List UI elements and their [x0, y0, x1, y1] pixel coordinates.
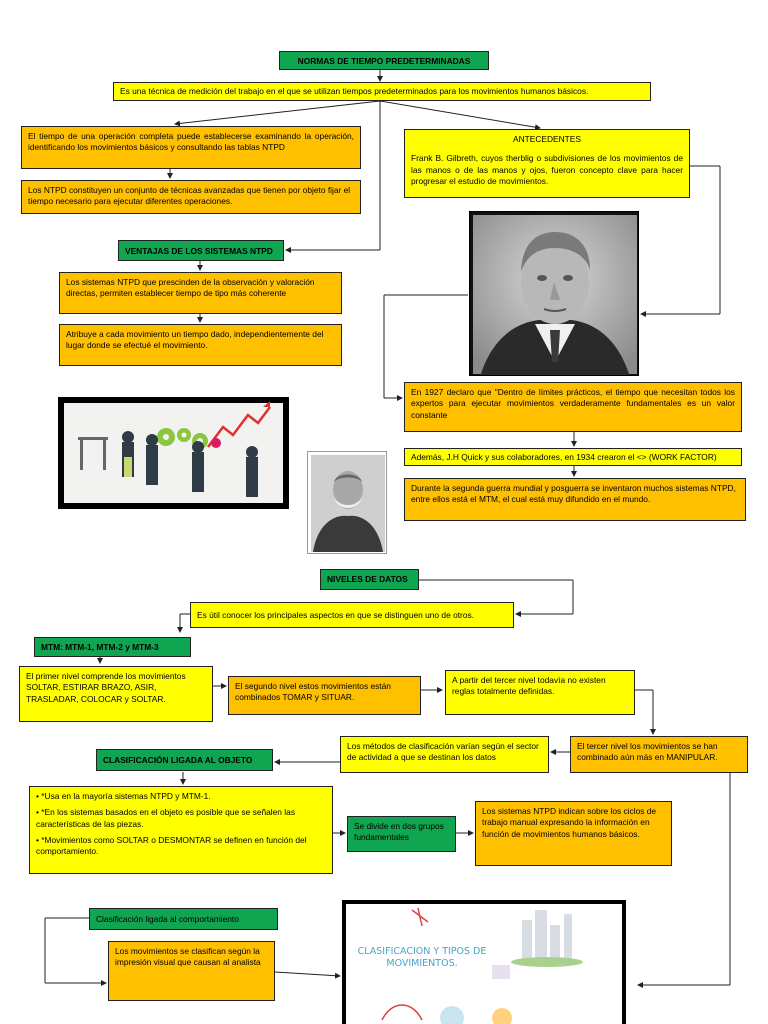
two-groups-box: Se divide en dos grupos fundamentales [347, 816, 456, 852]
clasificacion-objeto-bullets [29, 786, 333, 874]
antecedentes-box [404, 129, 690, 198]
mtm-levels-box: MTM: MTM-1, MTM-2 y MTM-3 [34, 637, 191, 657]
title-box: NORMAS DE TIEMPO PREDETERMINADAS [279, 51, 489, 70]
level-2-box: El segundo nivel estos movimientos están combinados TOMAR y SITUAR. [228, 676, 421, 715]
bullet-item: • *Usa en la mayoría sistemas NTPD y MTM-1. [36, 791, 211, 801]
antecedentes-heading: ANTECEDENTES [513, 134, 581, 144]
work-factor-box: Además, J.H Quick y sus colaboradores, en 1934 crearon el <> (WORK FACTOR) [404, 448, 742, 466]
antecedentes-text: Frank B. Gilbreth, cuyos therblig o subdivisiones de los movimientos de las manos o de las manos y ojos, fueron concepto clave para hacer progresar el estudio de movimientos. [411, 153, 683, 187]
history-1927-box: En 1927 declaro que "Dentro de límites prácticos, el tiempo que necesitan todos los expertos para ejecutar movimientos verdaderamente fundamentales es un valor constante [404, 382, 742, 432]
ntpd-techniques-box: Los NTPD constituyen un conjunto de técnicas avanzadas que tienen por objeto fijar el tiempo necesario para ejecutar diferentes operaciones. [21, 180, 361, 214]
niveles-intro: Es útil conocer los principales aspectos en que se distinguen uno de otros. [190, 602, 514, 628]
bullet-item: • *Movimientos como SOLTAR o DESMONTAR se definen en función del comportamiento. [36, 835, 307, 857]
definition-box: Es una técnica de medición del trabajo en el que se utilizan tiempos predeterminados para los movimientos humanos básicos. [113, 82, 651, 101]
ciclos-box: Los sistemas NTPD indican sobre los ciclos de trabajo manual expresando la información en función de movimientos humanos básicos. [475, 801, 672, 866]
level-3-note-box: A partir del tercer nivel todavía no existen reglas totalmente definidas. [445, 670, 635, 715]
teamwork-gears-illustration [58, 397, 289, 509]
ventajas-heading: VENTAJAS DE LOS SISTEMAS NTPD [118, 240, 284, 261]
comportamiento-text-box: Los movimientos se clasifican según la impresión visual que causan al analista [108, 941, 275, 1001]
niveles-heading: NIVELES DE DATOS [320, 569, 419, 590]
operation-box: El tiempo de una operación completa puede establecerse examinando la operación, identificando los movimientos básicos y consultando las tablas NTPD [21, 126, 361, 169]
gilbreth-portrait [469, 211, 639, 376]
metodos-box: Los métodos de clasificación varían según el sector de actividad a que se destinan los datos [340, 736, 549, 773]
poster-title: CLASIFICACION Y TIPOS DE MOVIMIENTOS. [357, 946, 487, 970]
clasificacion-comportamiento-heading: Clasificación ligada al comportamiento [89, 908, 278, 930]
portrait-small [307, 451, 387, 554]
bullet-item: • *En los sistemas basados en el objeto es posible que se señalen las características de las piezas. [36, 807, 296, 829]
ventajas-item-2: Atribuye a cada movimiento un tiempo dado, independientemente del lugar donde se efectué el movimiento. [59, 324, 342, 366]
clasificacion-objeto-heading: CLASIFICACIÓN LIGADA AL OBJETO [96, 749, 273, 771]
level-3-box: El tercer nivel los movimientos se han combinado aún más en MANIPULAR. [570, 736, 748, 773]
movements-poster [342, 900, 626, 1024]
level-1-box: El primer nivel comprende los movimientos SOLTAR, ESTIRAR BRAZO, ASIR, TRASLADAR, COLOCAR y SOLTAR. [19, 666, 213, 722]
ventajas-item-1: Los sistemas NTPD que prescinden de la observación y valoración directas, permiten establecer tiempo de tipo más coherente [59, 272, 342, 314]
mtm-history-box: Durante la segunda guerra mundial y posguerra se inventaron muchos sistemas NTPD, entre ellos está el MTM, el cual está muy difundido en el mundo. [404, 478, 746, 521]
